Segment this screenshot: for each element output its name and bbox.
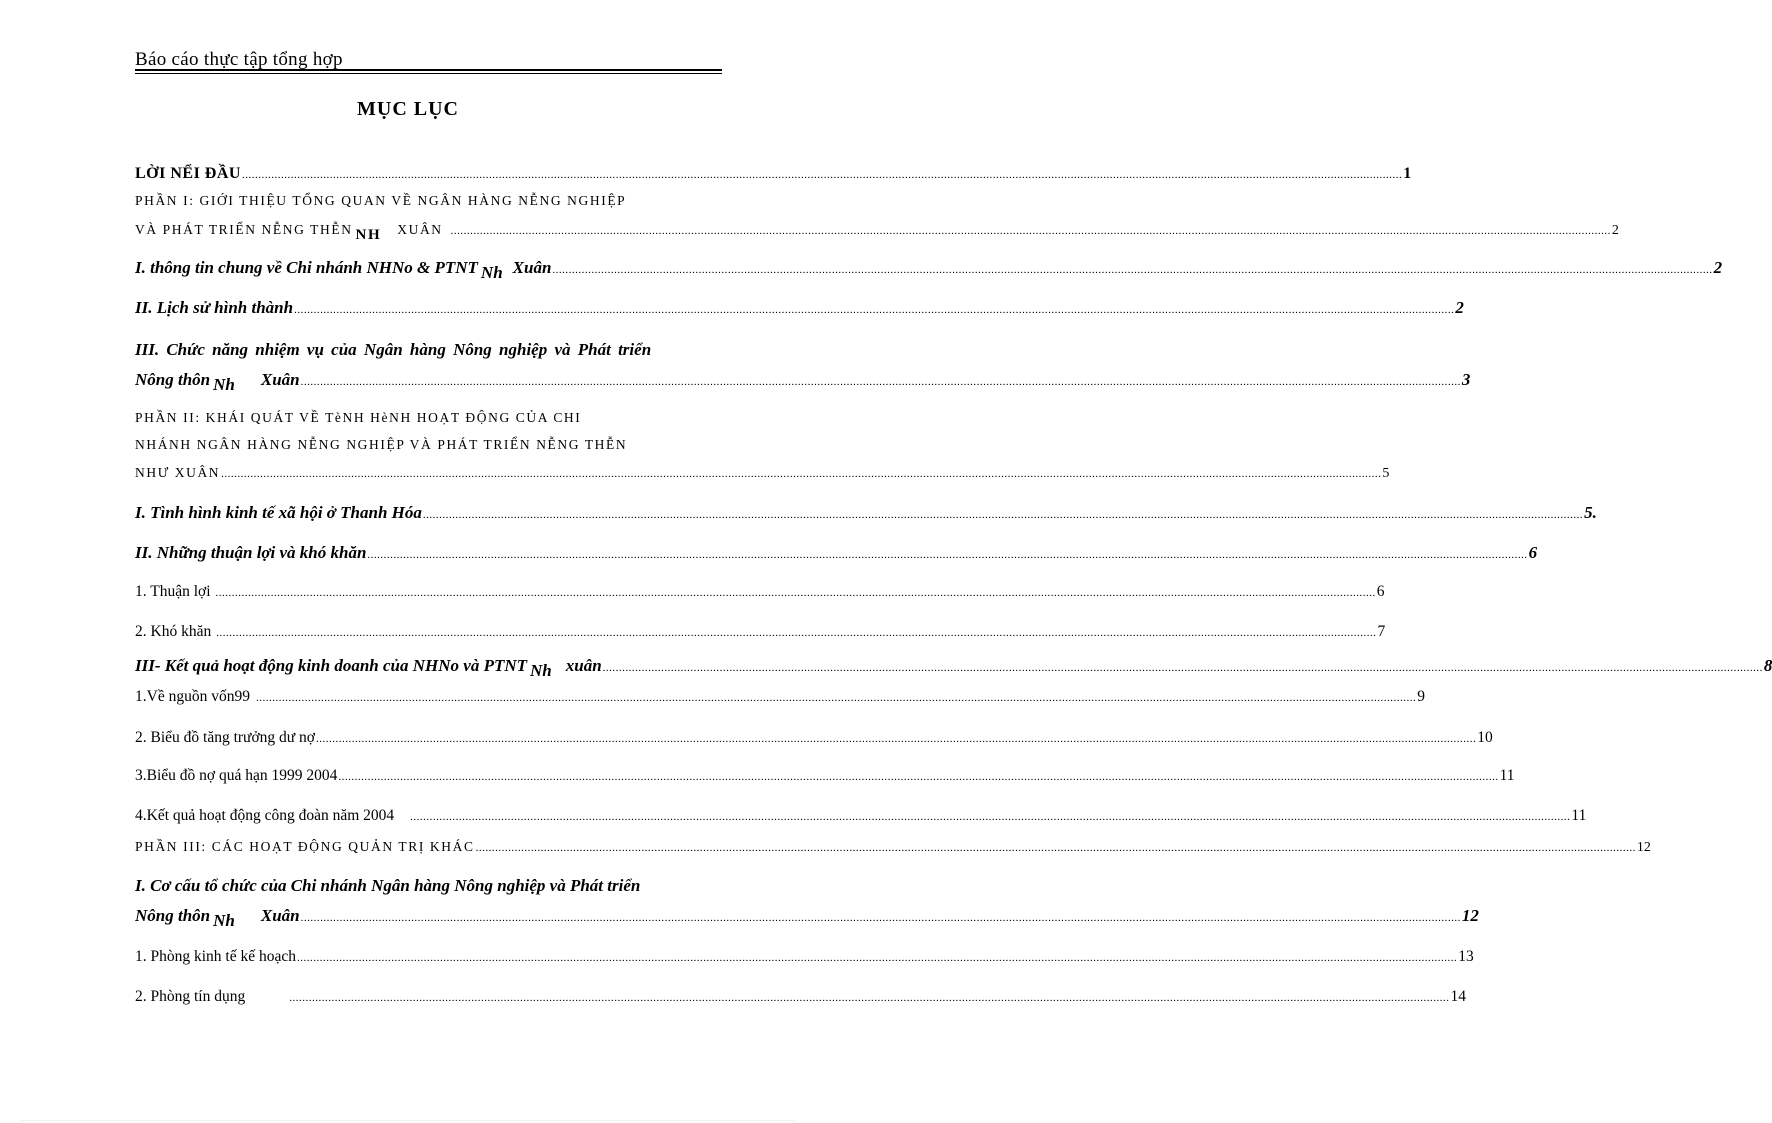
toc-leader: ..................................................................................................................................................................................................................................................................................................................................................................... [300, 912, 1461, 924]
toc-label: LỜI NỂI ĐẦU [135, 165, 241, 182]
toc-label: NHƯ XUÂN [135, 465, 221, 480]
toc-label-nh: Nh [213, 375, 235, 394]
toc-entry-p2-iii-3 [135, 767, 1515, 785]
toc-label: 1. Phòng kinh tế kế hoạch [135, 948, 297, 965]
toc-leader: ..................................................................................................................................................................................................................................................................................................................................................................... [450, 225, 1611, 237]
toc-label: II. Lịch sử hình thành [135, 298, 294, 317]
toc-page: 6 [1376, 583, 1385, 600]
toc-label: I. thông tin chung về Chi nhánh NHNo & PTNT [135, 258, 478, 277]
toc-label: II. Những thuận lợi và khó khăn [135, 543, 367, 562]
toc-entry-p1-ii [135, 298, 1464, 318]
toc-page: 2 [1455, 298, 1464, 317]
toc-page: 2 [1713, 258, 1723, 277]
toc-entry-p2-ii [135, 543, 1538, 563]
toc-page: 9 [1417, 688, 1425, 705]
toc-entry-p1-iii [135, 370, 1471, 394]
toc-label: 1. Thuận lợi [135, 583, 211, 600]
toc-leader: ..................................................................................................................................................................................................................................................................................................................................................................... [410, 811, 1571, 823]
toc-entry-phan-2-line1: PHẦN II: KHÁI QUÁT VỀ TèNH HèNH HOẠT ĐỘNG CỦA CHI [135, 410, 582, 425]
toc-entry-p1-iii-line1: III. Chức năng nhiệm vụ của Ngân hàng Nông nghiệp và Phát triển [135, 340, 652, 359]
toc-label: XUÂN [397, 222, 443, 237]
toc-label: III- Kết quả hoạt động kinh doanh của NHNo và PTNT [135, 656, 527, 675]
toc-page: 5. [1584, 503, 1597, 522]
toc-label: Xuân [260, 370, 300, 389]
toc-label-nh: NH [355, 227, 382, 243]
toc-entry-p1-i [135, 258, 1723, 282]
toc-entry-p2-ii-2 [135, 623, 1386, 641]
toc-leader: ..................................................................................................................................................................................................................................................................................................................................................................... [602, 662, 1763, 674]
toc-label: Nông thôn [135, 906, 211, 925]
toc-entry-p2-iii-4 [135, 807, 1587, 825]
toc-label: 2. Biểu đồ tăng trưởng dư nợ [135, 729, 315, 746]
toc-entry-loi-noi-dau [135, 165, 1412, 183]
toc-leader: ..................................................................................................................................................................................................................................................................................................................................................................... [289, 992, 1450, 1004]
toc-entry-phan-1-line1: PHẦN I: GIỚI THIỆU TỔNG QUAN VỀ NGÂN HÀNG NỄNG NGHIỆP [135, 193, 627, 208]
toc-label: Xuân [260, 906, 300, 925]
toc-label: Nông thôn [135, 370, 211, 389]
toc-page: 5 [1382, 466, 1392, 481]
toc-entry-phan-2 [135, 465, 1392, 482]
toc-page: 8 [1763, 656, 1772, 675]
toc-page: 11 [1499, 767, 1515, 784]
toc-leader: ..................................................................................................................................................................................................................................................................................................................................................................... [300, 376, 1461, 388]
toc-leader: ..................................................................................................................................................................................................................................................................................................................................................................... [255, 692, 1417, 704]
toc-leader: ..................................................................................................................................................................................................................................................................................................................................................................... [367, 549, 1528, 561]
header-rule-thick [135, 69, 722, 71]
toc-page: 14 [1450, 988, 1466, 1005]
toc-leader: ..................................................................................................................................................................................................................................................................................................................................................................... [221, 468, 1382, 480]
toc-leader: ..................................................................................................................................................................................................................................................................................................................................................................... [338, 771, 1499, 783]
toc-entry-p2-ii-1 [135, 583, 1385, 601]
toc-entry-p3-i [135, 906, 1479, 930]
toc-page: 6 [1528, 543, 1538, 562]
toc-page: 11 [1571, 807, 1587, 824]
toc-leader: ..................................................................................................................................................................................................................................................................................................................................................................... [215, 587, 1376, 599]
toc-label-nh: Nh [480, 263, 503, 282]
header-rule-thin [135, 73, 722, 74]
page-title: MỤC LỤC [357, 98, 459, 120]
toc-label: 1.Về nguồn vốn99 [135, 688, 250, 705]
toc-entry-phan-3 [135, 839, 1651, 856]
toc-leader: ..................................................................................................................................................................................................................................................................................................................................................................... [475, 842, 1636, 854]
toc-page: 1 [1403, 165, 1412, 182]
toc-entry-phan-2-line2: NHÁNH NGÂN HÀNG NỄNG NGHIỆP VÀ PHÁT TRIỂN NỄNG THỄN [135, 437, 628, 452]
toc-leader: ..................................................................................................................................................................................................................................................................................................................................................................... [294, 304, 1455, 316]
toc-entry-p3-i-1 [135, 948, 1474, 966]
toc-label-nh: Nh [530, 661, 552, 680]
toc-page: 3 [1461, 370, 1471, 389]
toc-label: I. Tình hình kinh tế xã hội ở Thanh Hóa [135, 503, 422, 522]
toc-label: 2. Khó khăn [135, 623, 212, 640]
toc-entry-p2-iii [135, 656, 1772, 680]
toc-leader: ..................................................................................................................................................................................................................................................................................................................................................................... [552, 264, 1713, 276]
toc-entry-p2-i [135, 503, 1597, 523]
toc-entry-p2-iii-2 [135, 729, 1493, 747]
toc-label-nh: Nh [213, 911, 235, 930]
toc-entry-p3-i-line1: I. Cơ cấu tổ chức của Chi nhánh Ngân hàng Nông nghiệp và Phát triển [135, 876, 641, 895]
toc-leader: ..................................................................................................................................................................................................................................................................................................................................................................... [297, 952, 1458, 964]
toc-leader: ..................................................................................................................................................................................................................................................................................................................................................................... [316, 733, 1477, 745]
toc-page: 10 [1477, 729, 1493, 746]
toc-label: 2. Phòng tín dụng [135, 988, 246, 1005]
toc-page: 13 [1458, 948, 1474, 965]
toc-page: 7 [1377, 623, 1386, 640]
toc-entry-p3-i-2 [135, 988, 1466, 1006]
toc-page: 12 [1461, 906, 1479, 925]
toc-entry-p2-iii-1 [135, 688, 1425, 706]
toc-label: 3.Biểu đồ nợ quá hạn 1999 2004 [135, 767, 338, 784]
toc-leader: ..................................................................................................................................................................................................................................................................................................................................................................... [422, 509, 1584, 521]
toc-label: PHẦN III: CÁC HOẠT ĐỘNG QUẢN TRỊ KHÁC [135, 839, 475, 854]
toc-leader: ..................................................................................................................................................................................................................................................................................................................................................................... [241, 169, 1403, 181]
toc-entry-phan-1 [135, 222, 1621, 243]
toc-label: 4.Kết quả hoạt động công đoàn năm 2004 [135, 807, 395, 824]
toc-label: Xuân [512, 258, 552, 277]
document-header: Báo cáo thực tập tổng hợp [135, 49, 343, 70]
toc-label: xuân [565, 656, 602, 675]
toc-page: 2 [1611, 223, 1621, 238]
toc-page: 12 [1636, 840, 1651, 855]
toc-leader: ..................................................................................................................................................................................................................................................................................................................................................................... [216, 627, 1377, 639]
toc-label: VÀ PHÁT TRIỂN NỄNG THỄN [135, 222, 353, 237]
page-bottom-divider [20, 1120, 796, 1121]
